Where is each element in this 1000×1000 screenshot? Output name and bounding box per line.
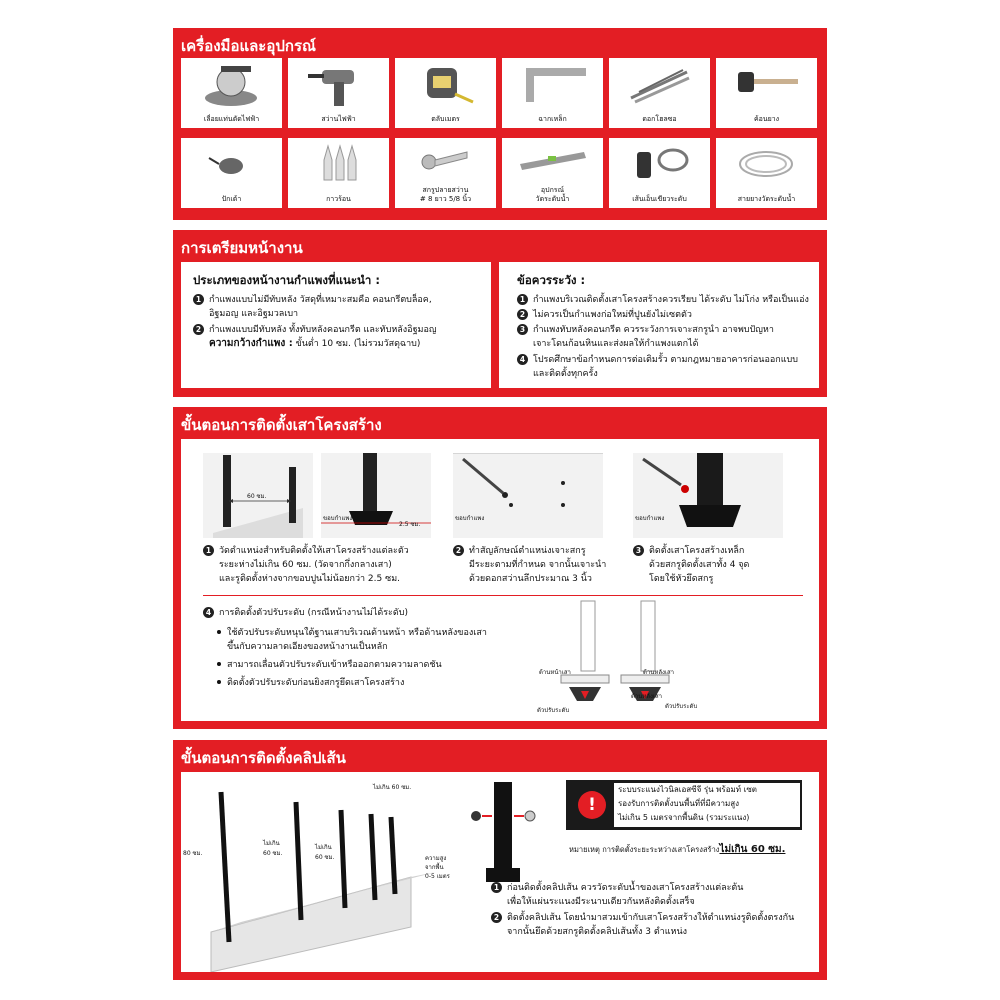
clip-step-1-line2: เพื่อให้แผ่นระแนงมีระนาบเดียวกันหลังติดตั้งเสร็จ	[507, 897, 695, 907]
clip-install-content	[181, 772, 819, 972]
warning-box	[566, 780, 802, 830]
mark-drill-figure	[453, 453, 603, 538]
prep-panel	[173, 230, 827, 397]
step-2-line2: มีระยะตามที่กำหนด จากนั้นเจาะนำ	[469, 560, 607, 570]
list-item: 3 กำแพงทับหลังคอนกรีต ควรระวังการเจาะสกรูนำ อาจพบปัญหา	[517, 324, 774, 336]
number-badge: 2	[517, 309, 528, 320]
leveler-label-2: ตัวปรับระดับ	[665, 703, 698, 710]
chalk-line-icon	[181, 138, 282, 188]
step-4-bullet-cont: ขึ้นกับความลาดเอียงของหน้างานเป็นหลัก	[227, 642, 388, 652]
tool-label: ดอกโฮลซอ	[642, 115, 677, 123]
drill-bit-icon	[609, 58, 710, 113]
tool-card	[395, 58, 496, 128]
post-install-content	[181, 439, 819, 721]
step-2: 2 ทำสัญลักษณ์ตำแหน่งเจาะสกรู	[453, 545, 586, 557]
tool-card	[502, 58, 603, 128]
post-install-title: ขั้นตอนการติดตั้งเสาโครงสร้าง	[181, 416, 382, 434]
number-badge: 4	[203, 607, 214, 618]
string-line-icon	[609, 138, 710, 188]
post-install-panel	[173, 407, 827, 729]
tool-card	[181, 138, 282, 208]
list-item: 2 ไม่ควรเป็นกำแพงก่อใหม่ที่ปูนยังไม่เซตตัว	[517, 309, 692, 321]
warning-line: รองรับการติดตั้งบนพื้นที่ที่มีความสูง	[618, 799, 740, 808]
step-4-bullet: ติดตั้งตัวปรับระดับก่อนยิงสกรูยึดเสาโครงสร้าง	[217, 677, 404, 689]
tool-label: ฉากเหล็ก	[538, 115, 567, 123]
tool-label-line1: สกรูปลายสว่าน	[422, 186, 469, 194]
step-1: 1 วัดตำแหน่งสำหรับติดตั้งให้เสาโครงสร้างแต่ละตัว	[203, 545, 409, 557]
water-hose-icon	[716, 138, 817, 188]
tape-measure-icon	[395, 58, 496, 113]
list-item-cont: อิฐมอญ และอิฐมวลเบา	[209, 309, 299, 319]
top-gap-label: ไม่เกิน 60 ซม.	[373, 784, 412, 791]
tool-card	[716, 58, 817, 128]
clip-install-panel	[173, 740, 827, 980]
cautions-box	[499, 262, 819, 388]
wall-edge-label: ขอบกำแพง	[455, 515, 485, 522]
tools-title: เครื่องมือและอุปกรณ์	[181, 37, 316, 55]
tool-label-line2: วัดระดับน้ำ	[535, 195, 570, 203]
list-item: 1 กำแพงบริเวณติดตั้งเสาโครงสร้างควรเรียบ ได้ระดับ ไม่โก่ง หรือเป็นแอ่ง	[517, 294, 809, 306]
wall-width-note: ความกว้างกำแพง : ขั้นต่ำ 10 ซม. (ไม่รวมวัสดุฉาบ)	[209, 338, 421, 349]
tool-label: กาวร้อน	[326, 195, 351, 203]
step-1-line2: ระยะห่างไม่เกิน 60 ซม. (วัดจากกึ่งกลางเสา)	[219, 560, 392, 570]
tool-label: เลื่อยแท่นตัดไฟฟ้า	[203, 115, 260, 123]
posts-on-wall-figure	[181, 772, 451, 972]
rubber-mallet-icon	[716, 58, 817, 113]
step-1-line3: และรูติดตั้งห่างจากขอบปูนไม่น้อยกว่า 2.5 ซม.	[219, 574, 400, 584]
step-3-line2: ด้วยสกรูติดตั้งเสาทั้ง 4 จุด	[649, 560, 750, 570]
clip-step-2: 2 ติดตั้งคลิปเส้น โดยนำมาสวมเข้ากับเสาโครงสร้างให้ตำแหน่งรูติดตั้งตรงกัน	[491, 912, 794, 924]
leveler-label: ตัวปรับระดับ	[537, 707, 570, 714]
tool-label: เส้นเอ็นเขียวระดับ	[632, 195, 687, 203]
clip-detail-figure	[466, 782, 546, 887]
tool-label: ค้อนยาง	[753, 115, 780, 123]
chop-saw-icon	[181, 58, 282, 113]
screw-icon	[395, 138, 496, 188]
drill-icon	[288, 58, 389, 113]
tool-label: ตลับเมตร	[431, 115, 460, 123]
post-spacing-note: หมายเหตุ การติดตั้งระยะระหว่างเสาโครงสร้างไม่เกิน 60 ซม.	[569, 844, 786, 855]
wall-height-label: ความสูง จากพื้น 0-5 เมตร	[425, 855, 450, 880]
number-badge: 3	[633, 545, 644, 556]
clip-step-2-line2: จากนั้นยึดด้วยสกรูติดตั้งคลิปเส้นทั้ง 3 ตำแหน่ง	[507, 927, 687, 937]
tool-card	[716, 138, 817, 208]
wall-edge-label: ขอบกำแพง	[323, 515, 353, 522]
level-icon	[502, 138, 603, 188]
gap-label-2: ไม่เกิน 60 ซม.	[315, 844, 335, 861]
number-badge: 1	[193, 294, 204, 305]
tool-label: ปักเต้า	[221, 195, 242, 203]
wall-edge-label: ขอบกำแพง	[635, 515, 665, 522]
number-badge: 3	[517, 324, 528, 335]
post-height-label: 80 ซม.	[183, 850, 203, 857]
tool-card	[181, 58, 282, 128]
tool-card	[288, 138, 389, 208]
distance-label: 60 ซม.	[247, 493, 267, 500]
clip-step-1: 1 ก่อนติดตั้งคลิปเส้น ควรวัดระดับน้ำของเสาโครงสร้างแต่ละต้น	[491, 882, 743, 894]
tool-card	[609, 58, 710, 128]
number-badge: 2	[453, 545, 464, 556]
list-item-cont: และติดตั้งทุกครั้ง	[533, 369, 598, 379]
tools-panel	[173, 28, 827, 220]
number-badge: 2	[491, 912, 502, 923]
tool-label	[395, 186, 496, 204]
cautions-title: ข้อควรระวัง :	[517, 273, 586, 287]
gap-label-1: ไม่เกิน 60 ซม.	[263, 840, 283, 857]
tool-card	[395, 138, 496, 208]
fix-post-figure	[633, 453, 783, 538]
back-label: ด้านหลังเสา	[643, 669, 675, 676]
step-4-bullet: ใช้ตัวปรับระดับหนุนใต้ฐานเสาบริเวณด้านหน้า หรือด้านหลังของเสา	[217, 627, 487, 639]
warning-line: ไม่เกิน 5 เมตรจากพื้นดิน (รวมระแนง)	[618, 813, 750, 822]
number-badge: 1	[203, 545, 214, 556]
list-item: 4 โปรดศึกษาข้อกำหนดการต่อเติมรั้ว ตามกฎหมายอาคารก่อนออกแบบ	[517, 354, 798, 366]
steel-square-icon	[502, 58, 603, 113]
warning-line: ระบบระแนงไวนิลเอสซีจี รุ่น พร้อมท์ เซต	[618, 785, 757, 794]
tool-label	[502, 186, 603, 204]
tool-label-line2: # 8 ยาว 5/8 นิ้ว	[419, 195, 472, 203]
step-4-bullet: สามารถเลื่อนตัวปรับระดับเข้าหรือออกตามความลาดชัน	[217, 659, 442, 671]
number-badge: 4	[517, 354, 528, 365]
number-badge: 1	[517, 294, 528, 305]
number-badge: 1	[491, 882, 502, 893]
tool-card	[609, 138, 710, 208]
offset-label: 2.5 ซม.	[399, 521, 421, 528]
glue-icon	[288, 138, 389, 188]
step-2-line3: ด้วยดอกสว่านลึกประมาณ 3 นิ้ว	[469, 574, 592, 584]
number-badge: 2	[193, 324, 204, 335]
list-item-cont: เจาะโดนก้อนหินและส่งผลให้กำแพงแตกได้	[533, 339, 699, 349]
tool-card	[502, 138, 603, 208]
tool-label: สว่านไฟฟ้า	[321, 115, 356, 123]
warning-icon: !	[578, 791, 606, 819]
tool-label: สายยางวัดระดับน้ำ	[737, 195, 796, 203]
front-label: ด้านหน้าเสา	[539, 669, 571, 676]
list-item: 2 กำแพงแบบมีทับหลัง ทั้งทับหลังคอนกรีต และทับหลังอิฐมอญ	[193, 324, 437, 336]
tool-label-line1: อุปกรณ์	[540, 186, 565, 194]
prep-title: การเตรียมหน้างาน	[181, 239, 303, 257]
step-4-title: 4 การติดตั้งตัวปรับระดับ (กรณีหน้างานไม่ได้ระดับ)	[203, 607, 408, 619]
back-label-2: ด้านหลังเสา	[631, 693, 663, 700]
step-3: 3 ติดตั้งเสาโครงสร้างเหล็ก	[633, 545, 744, 557]
recommended-walls-box	[181, 262, 491, 388]
tool-card	[288, 58, 389, 128]
section-divider	[203, 595, 803, 596]
clip-install-title: ขั้นตอนการติดตั้งคลิปเส้น	[181, 749, 346, 767]
list-item: 1 กำแพงแบบไม่มีทับหลัง วัสดุที่เหมาะสมคือ คอนกรีตบล็อค,	[193, 294, 432, 306]
recommended-walls-title: ประเภทของหน้างานกำแพงที่แนะนำ :	[193, 273, 380, 287]
step-3-line3: โดยใช้หัวยึดสกรู	[649, 574, 714, 584]
